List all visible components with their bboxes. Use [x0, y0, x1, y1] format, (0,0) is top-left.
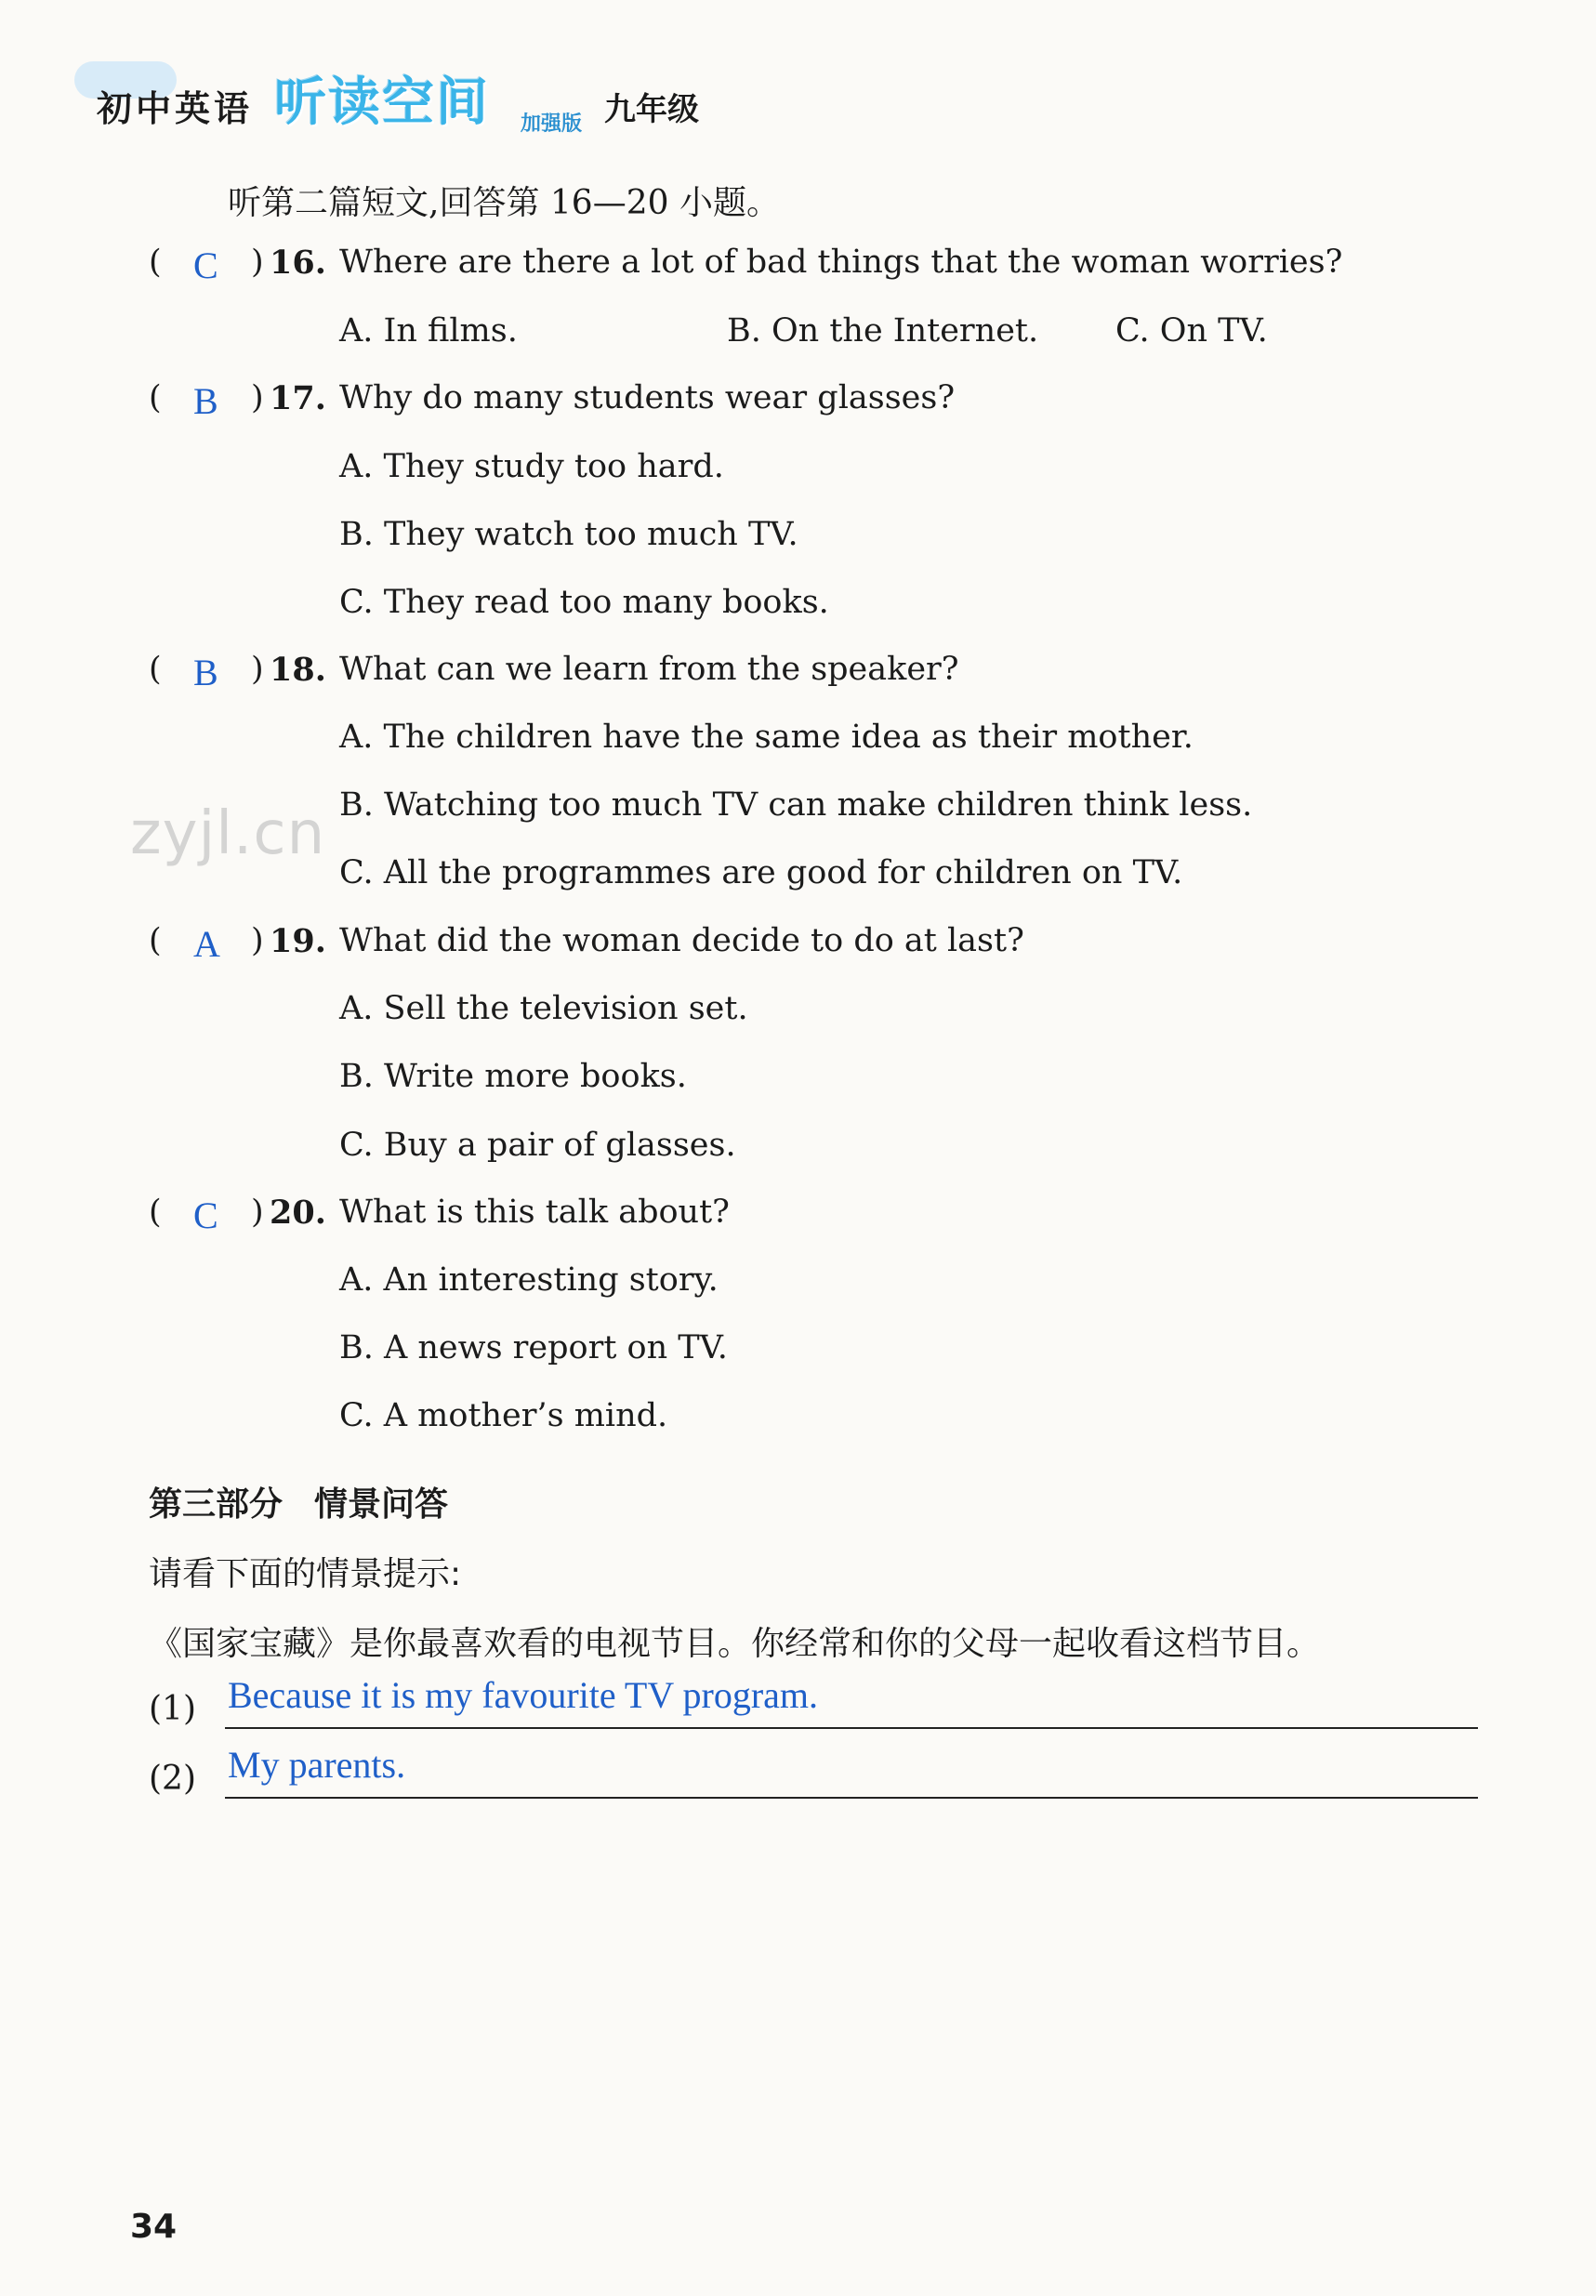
- question-text: What did the woman decide to do at last?: [339, 922, 1024, 959]
- series-title: 初中英语: [97, 88, 254, 129]
- page-header: [74, 56, 911, 149]
- section-intro: 听第二篇短文,回答第 16—20 小题。: [228, 184, 780, 222]
- answer-number: (1): [149, 1690, 196, 1728]
- answer-mark: C: [193, 244, 218, 286]
- option-b: B. On the Internet.: [727, 312, 1039, 350]
- part-three-topic: 情景问答: [314, 1485, 449, 1524]
- option-b: B. Watching too much TV can make children think less.: [339, 786, 1253, 824]
- brand-logo-text: 听读空间: [274, 73, 490, 133]
- question-number: 19.: [270, 922, 326, 960]
- paren-close: ): [251, 379, 264, 416]
- question-number: 18.: [270, 651, 326, 689]
- answer-mark: B: [193, 652, 218, 693]
- paren-open: (: [149, 379, 162, 416]
- option-c: C. They read too many books.: [339, 584, 829, 621]
- scenario-text: 《国家宝藏》是你最喜欢看的电视节目。你经常和你的父母一起收看这档节目。: [149, 1625, 1321, 1663]
- answer-mark: C: [193, 1194, 218, 1236]
- prompt-label: 请看下面的情景提示:: [149, 1555, 462, 1593]
- grade-label: 九年级: [604, 91, 699, 128]
- answer-text: My parents.: [228, 1744, 406, 1786]
- question-text: Why do many students wear glasses?: [339, 379, 956, 416]
- option-c: C. All the programmes are good for children on TV.: [339, 854, 1183, 891]
- paren-open: (: [149, 922, 162, 959]
- option-a: A. The children have the same idea as their mother.: [339, 719, 1194, 756]
- question-number: 17.: [270, 379, 326, 417]
- option-b: B. They watch too much TV.: [339, 516, 798, 553]
- part-three-heading: [149, 1478, 448, 1525]
- paren-open: (: [149, 1194, 162, 1231]
- option-c: C. Buy a pair of glasses.: [339, 1127, 736, 1164]
- paren-open: (: [149, 651, 162, 688]
- option-a: A. An interesting story.: [339, 1261, 719, 1299]
- answer-text: Because it is my favourite TV program.: [228, 1674, 819, 1716]
- edition-label: 加强版: [521, 112, 583, 136]
- option-b: B. Write more books.: [339, 1058, 687, 1095]
- paren-close: ): [251, 244, 264, 281]
- question-text: What can we learn from the speaker?: [339, 651, 959, 688]
- option-a: A. They study too hard.: [339, 448, 724, 485]
- answer-line-1: [149, 1673, 1478, 1729]
- answer-underline: [225, 1727, 1478, 1729]
- answer-mark: B: [193, 380, 218, 422]
- paren-close: ): [251, 651, 264, 688]
- question-text: What is this talk about?: [339, 1194, 730, 1231]
- question-text: Where are there a lot of bad things that the woman worries?: [339, 244, 1343, 281]
- answer-number: (2): [149, 1760, 196, 1798]
- part-three-label: 第三部分: [149, 1485, 284, 1524]
- question-number: 20.: [270, 1194, 326, 1232]
- option-c: C. On TV.: [1115, 312, 1268, 350]
- option-a: A. Sell the television set.: [339, 990, 748, 1027]
- question-number: 16.: [270, 244, 326, 282]
- answer-mark: A: [193, 923, 220, 965]
- paren-open: (: [149, 244, 162, 281]
- watermark: zyjl.cn: [130, 799, 326, 868]
- paren-close: ): [251, 922, 264, 959]
- option-b: B. A news report on TV.: [339, 1329, 728, 1366]
- answer-line-2: [149, 1743, 1478, 1799]
- answer-underline: [225, 1797, 1478, 1799]
- option-c: C. A mother’s mind.: [339, 1397, 668, 1434]
- page-number: 34: [130, 2208, 178, 2246]
- option-a: A. In films.: [339, 312, 518, 350]
- paren-close: ): [251, 1194, 264, 1231]
